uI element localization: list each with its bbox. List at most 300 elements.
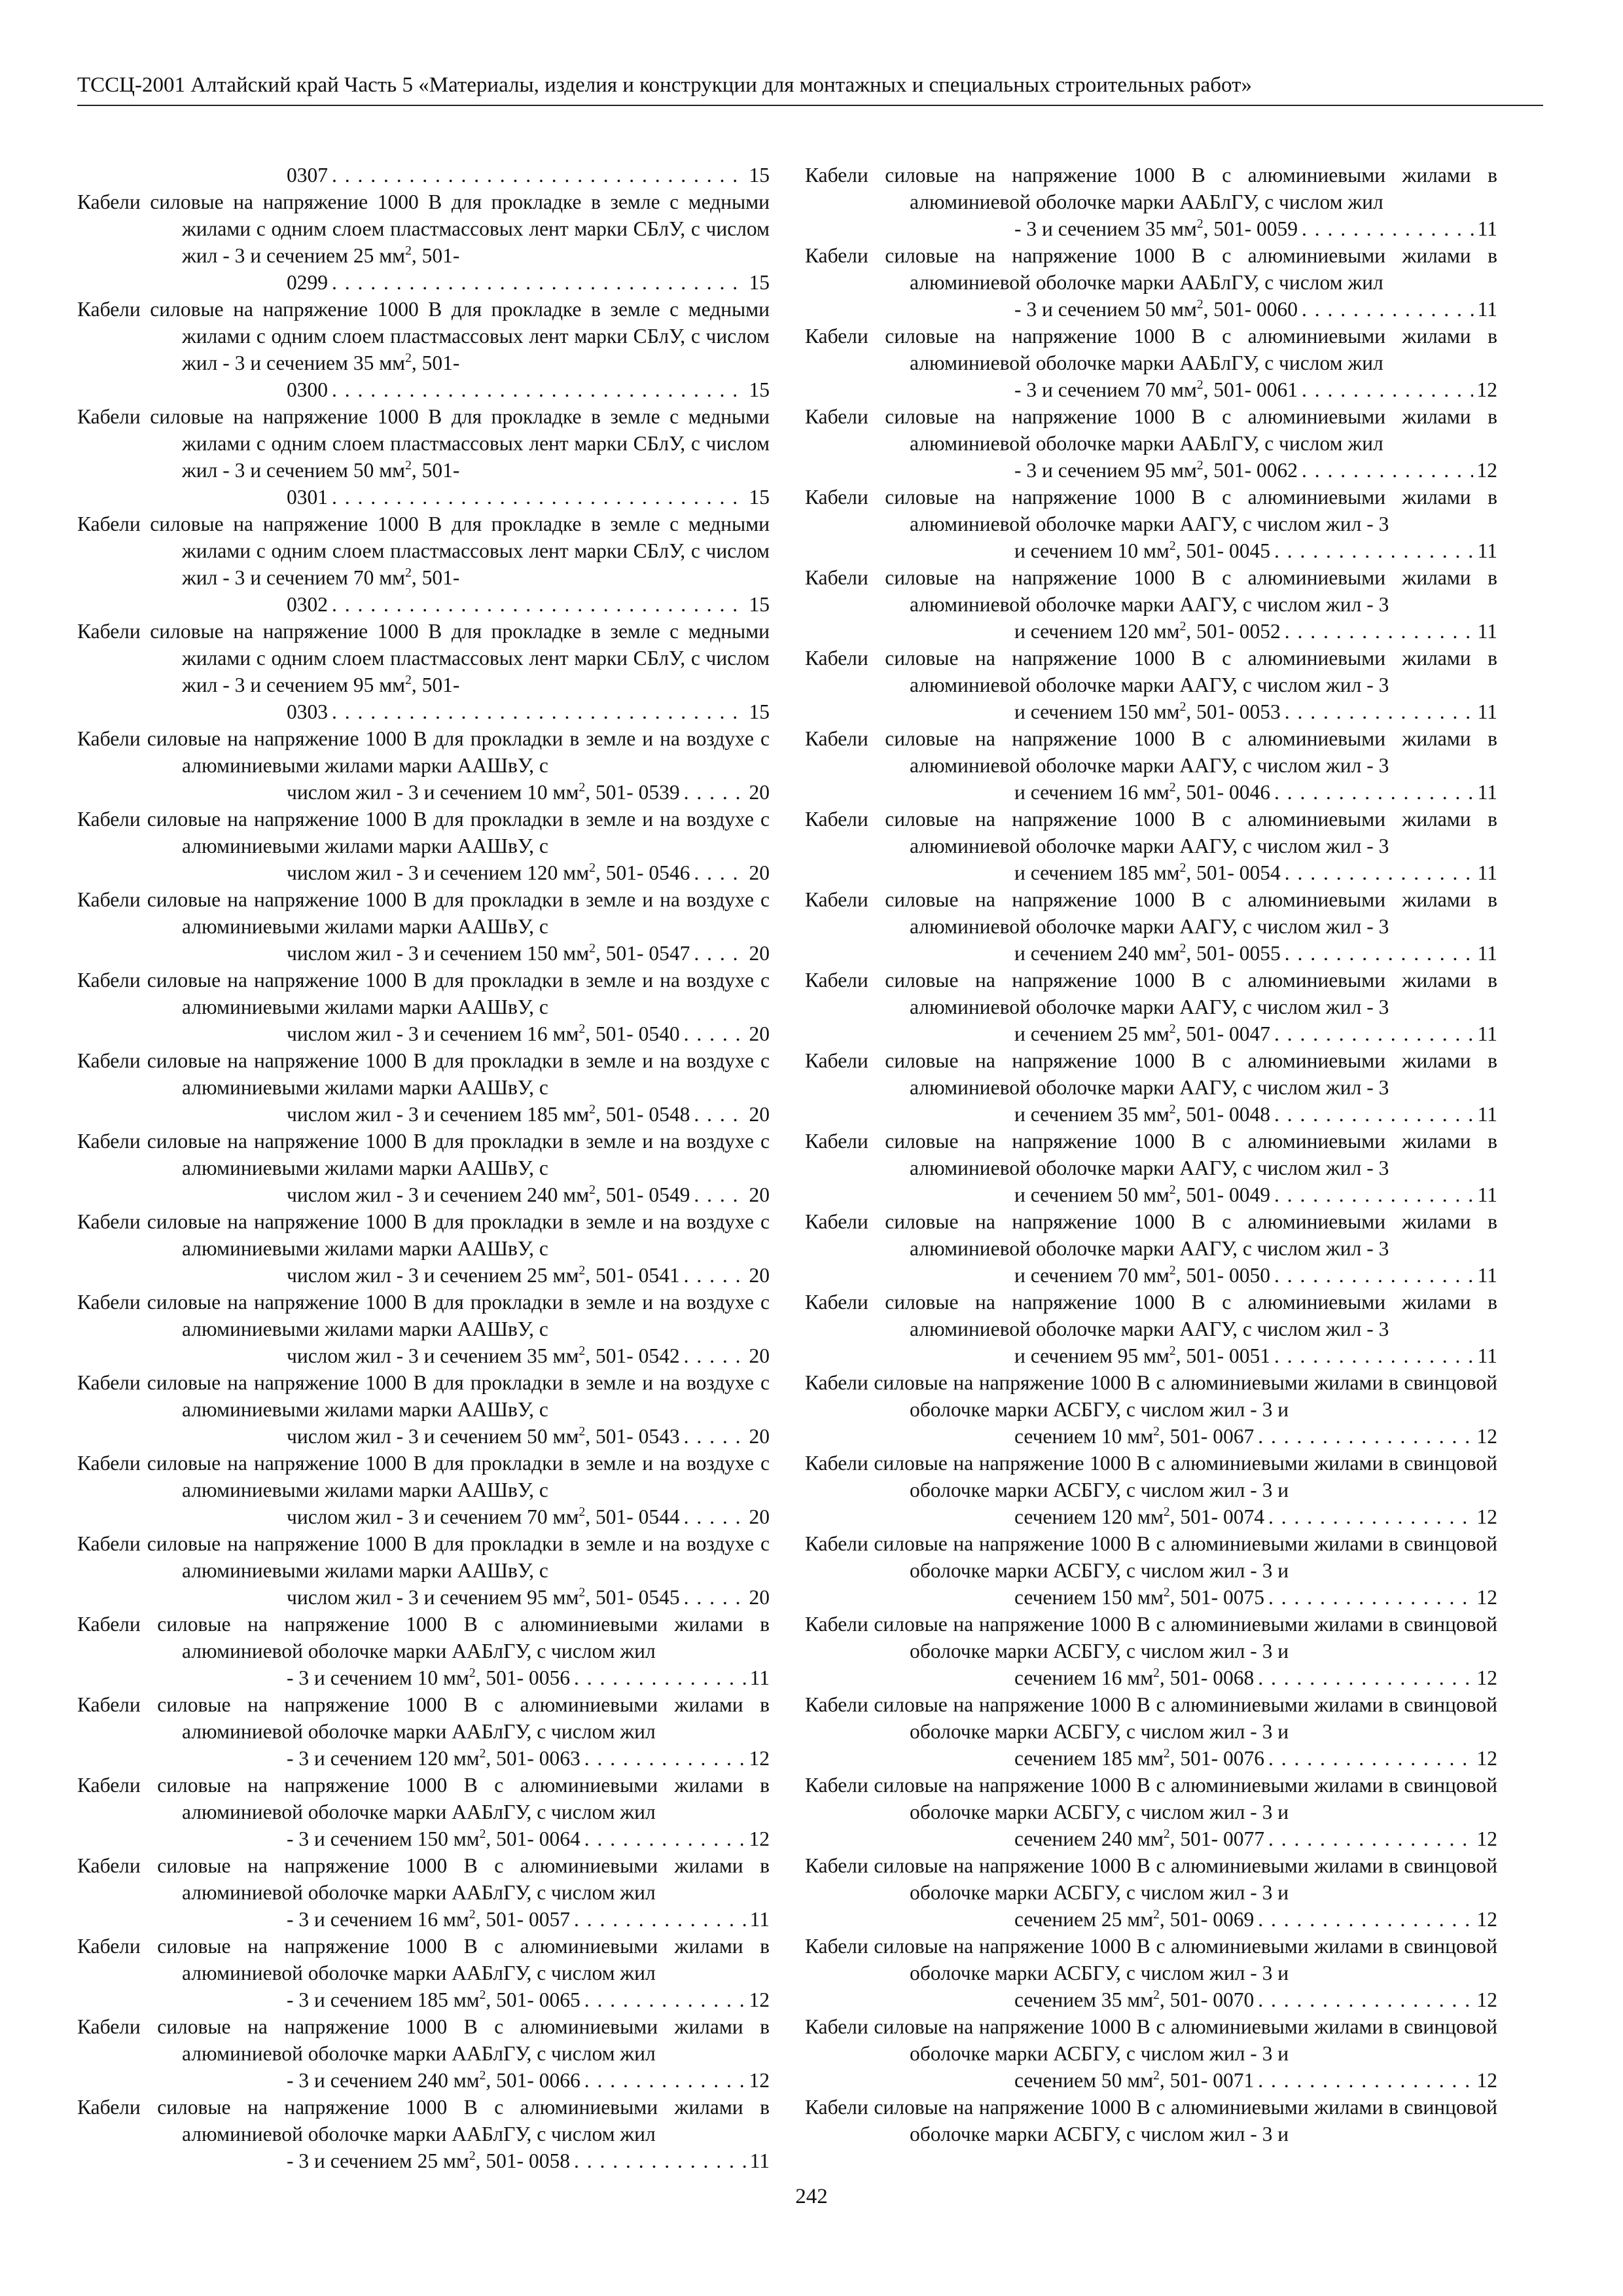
dot-leader: [1274, 1020, 1474, 1047]
index-entry: [805, 1611, 1497, 1691]
dot-leader: [1258, 1664, 1472, 1691]
entry-page-ref: 12: [1476, 459, 1497, 482]
entry-text: Кабели силовые на напряжение 1000 В с алюминиевыми жилами в алюминиевой оболочке марки ААБлГУ, с числом жил: [77, 2096, 770, 2145]
entry-text: Кабели силовые на напряжение 1000 В с алюминиевыми жилами в свинцовой оболочке марки АСБГУ, с числом жил - 3 и: [805, 2015, 1497, 2065]
entry-superscript: 2: [405, 458, 412, 473]
entry-code: сечением 10 $мм^2$, 501- 0067: [1014, 1424, 1255, 1448]
dot-leader: [332, 484, 745, 511]
entry-last-line: [182, 1906, 770, 1933]
entry-last-line: [182, 2147, 770, 2174]
entry-code: сечением 120 $мм^2$, 501- 0074: [1014, 1505, 1265, 1528]
index-entry: [805, 403, 1497, 484]
entry-text: Кабели силовые на напряжение 1000 В с алюминиевыми жилами в алюминиевой оболочке марки ААГУ, с числом жил - 3: [805, 969, 1497, 1018]
entry-text: Кабели силовые на напряжение 1000 В с алюминиевыми жилами в алюминиевой оболочке марки ААБлГУ, с числом жил: [77, 1613, 770, 1662]
entry-page-ref: 11: [1477, 1264, 1497, 1287]
dot-leader: [684, 1503, 745, 1530]
entry-text: Кабели силовые на напряжение 1000 В с алюминиевыми жилами в свинцовой оболочке марки АСБГУ, с числом жил - 3 и: [805, 1613, 1497, 1662]
index-entry: [805, 1289, 1497, 1369]
entry-page-ref: 11: [1477, 700, 1497, 723]
dot-leader: [332, 591, 745, 618]
index-entry: [805, 645, 1497, 725]
entry-last-line: [182, 269, 770, 296]
entry-code: - 3 и сечением 95 $мм^2$, 501- 0062: [1014, 458, 1298, 482]
entry-text: Кабели силовые на напряжение 1000 В с алюминиевыми жилами в алюминиевой оболочке марки ААБлГУ, с числом жил: [805, 244, 1497, 294]
dot-leader: [684, 1342, 745, 1369]
entry-text: Кабели силовые на напряжение 1000 В для прокладке в земле с медными жилами с одним слоем пластмассовых лент марки СБлУ, с числом жил - 3 и сечением 35 $мм^2$, 501-: [77, 298, 770, 374]
entry-last-line: [910, 2067, 1497, 2094]
entry-last-line: [182, 162, 770, 188]
dot-leader: [684, 1020, 745, 1047]
entry-page-ref: 11: [1477, 1103, 1497, 1126]
entry-code: - 3 и сечением 10 $мм^2$, 501- 0056: [287, 1666, 570, 1689]
entry-page-ref: 20: [749, 1344, 770, 1367]
entry-last-line: [910, 1825, 1497, 1852]
entry-page-ref: 20: [749, 861, 770, 884]
entry-text: Кабели силовые на напряжение 1000 В с алюминиевыми жилами в свинцовой оболочке марки АСБГУ, с числом жил - 3 и: [805, 1935, 1497, 1984]
dot-leader: [1268, 1745, 1472, 1772]
entry-text: Кабели силовые на напряжение 1000 В с алюминиевыми жилами в алюминиевой оболочке марки ААГУ, с числом жил - 3: [805, 888, 1497, 938]
index-entry: [805, 1772, 1497, 1852]
entry-last-line: [910, 1745, 1497, 1772]
entry-code: 0299: [287, 271, 328, 294]
entry-last-line: [910, 618, 1497, 645]
entry-page-ref: 15: [749, 486, 770, 509]
index-entry: [805, 1208, 1497, 1289]
entry-code: сечением 16 $мм^2$, 501- 0068: [1014, 1666, 1255, 1689]
entry-text: Кабели силовые на напряжение 1000 В для прокладки в земле и на воздухе с алюминиевыми жилами марки ААШвУ, с: [77, 1532, 770, 1582]
entry-last-line: [910, 1503, 1497, 1530]
entry-code: и сечением 120 $мм^2$, 501- 0052: [1014, 619, 1281, 643]
entry-code: и сечением 150 $мм^2$, 501- 0053: [1014, 700, 1281, 723]
dot-leader: [1274, 1101, 1474, 1128]
entry-page-ref: 11: [749, 1908, 770, 1931]
entry-text: Кабели силовые на напряжение 1000 В с алюминиевыми жилами в алюминиевой оболочке марки ААГУ, с числом жил - 3: [805, 647, 1497, 696]
entry-text: Кабели силовые на напряжение 1000 В с алюминиевыми жилами в алюминиевой оболочке марки ААБлГУ, с числом жил: [805, 405, 1497, 455]
entry-last-line: [910, 1262, 1497, 1289]
entry-text: Кабели силовые на напряжение 1000 В с алюминиевыми жилами в алюминиевой оболочке марки ААГУ, с числом жил - 3: [805, 1291, 1497, 1340]
entry-page-ref: 12: [749, 1988, 770, 2011]
index-entry: [77, 1852, 770, 1933]
entry-page-ref: 11: [749, 2149, 770, 2172]
entry-text-after: , 501-: [411, 566, 460, 589]
dot-leader: [1274, 1342, 1474, 1369]
entry-text: Кабели силовые на напряжение 1000 В для прокладке в земле с медными жилами с одним слоем пластмассовых лент марки СБлУ, с числом жил - 3 и сечением 95 $мм^2$, 501-: [77, 620, 770, 696]
entry-page-ref: 12: [1476, 1666, 1497, 1689]
entry-code: и сечением 95 $мм^2$, 501- 0051: [1014, 1344, 1271, 1367]
dot-leader: [1274, 1262, 1474, 1289]
entry-code: и сечением 16 $мм^2$, 501- 0046: [1014, 780, 1271, 804]
entry-text-after: , 501-: [411, 244, 460, 267]
entry-code: - 3 и сечением 70 $мм^2$, 501- 0061: [1014, 378, 1298, 401]
entry-last-line: [910, 698, 1497, 725]
index-entry: [77, 511, 770, 618]
entry-code: числом жил - 3 и сечением 35 $мм^2$, 501- 0542: [287, 1344, 680, 1367]
entry-code: числом жил - 3 и сечением 240 $мм^2$, 501- 0549: [287, 1183, 690, 1206]
entry-last-line: [910, 1664, 1497, 1691]
entry-code: числом жил - 3 и сечением 150 $мм^2$, 501- 0547: [287, 941, 690, 965]
entry-text: Кабели силовые на напряжение 1000 В с алюминиевыми жилами в алюминиевой оболочке марки ААГУ, с числом жил - 3: [805, 486, 1497, 535]
entry-text: Кабели силовые на напряжение 1000 В с алюминиевыми жилами в свинцовой оболочке марки АСБГУ, с числом жил - 3 и: [805, 1452, 1497, 1501]
index-entry: [77, 162, 770, 188]
entry-last-line: [182, 2067, 770, 2094]
entry-text: Кабели силовые на напряжение 1000 В с алюминиевыми жилами в алюминиевой оболочке марки ААБлГУ, с числом жил: [77, 1693, 770, 1743]
entry-code: 0300: [287, 378, 328, 401]
entry-text: Кабели силовые на напряжение 1000 В для прокладки в земле и на воздухе с алюминиевыми жилами марки ААШвУ, с: [77, 888, 770, 938]
entry-code: числом жил - 3 и сечением 50 $мм^2$, 501- 0543: [287, 1424, 680, 1448]
entry-last-line: [910, 779, 1497, 806]
entry-page-ref: 15: [749, 378, 770, 401]
entry-code: - 3 и сечением 25 $мм^2$, 501- 0058: [287, 2149, 570, 2172]
entry-text: Кабели силовые на напряжение 1000 В для прокладки в земле и на воздухе с алюминиевыми жилами марки ААШвУ, с: [77, 969, 770, 1018]
dot-leader: [1258, 2067, 1472, 2094]
entry-code: и сечением 50 $мм^2$, 501- 0049: [1014, 1183, 1271, 1206]
entry-code: числом жил - 3 и сечением 70 $мм^2$, 501- 0544: [287, 1505, 680, 1528]
dot-leader: [1302, 457, 1473, 484]
entry-page-ref: 20: [749, 1264, 770, 1287]
index-entry: [77, 1369, 770, 1450]
entry-last-line: [182, 1181, 770, 1208]
index-entry: [77, 403, 770, 511]
index-entry: [805, 564, 1497, 645]
entry-text: Кабели силовые на напряжение 1000 В для прокладки в земле и на воздухе с алюминиевыми жилами марки ААШвУ, с: [77, 1210, 770, 1260]
index-entry: [77, 1128, 770, 1208]
entry-superscript: 2: [405, 565, 412, 580]
dot-leader: [332, 698, 745, 725]
index-entry: [805, 2013, 1497, 2094]
index-entry: [77, 1772, 770, 1852]
index-entry: [77, 967, 770, 1047]
entry-text: Кабели силовые на напряжение 1000 В с алюминиевыми жилами в алюминиевой оболочке марки ААБлГУ, с числом жил: [77, 1854, 770, 1904]
entry-last-line: [910, 376, 1497, 403]
index-entry: [805, 1369, 1497, 1450]
dot-leader: [1285, 618, 1474, 645]
dot-leader: [584, 2067, 745, 2094]
entry-page-ref: 20: [749, 781, 770, 804]
entry-page-ref: 12: [1476, 1827, 1497, 1850]
index-entry: [77, 806, 770, 886]
entry-page-ref: 12: [1476, 378, 1497, 401]
entry-page-ref: 20: [749, 942, 770, 965]
entry-code: сечением 25 $мм^2$, 501- 0069: [1014, 1907, 1255, 1931]
entry-page-ref: 12: [1476, 1988, 1497, 2011]
entry-text-after: , 501-: [411, 351, 460, 374]
entry-last-line: [182, 1584, 770, 1611]
dot-leader: [1258, 1986, 1472, 2013]
entry-superscript: 2: [405, 673, 412, 687]
entry-page-ref: 11: [1477, 620, 1497, 643]
dot-leader: [1268, 1825, 1472, 1852]
entry-last-line: [910, 537, 1497, 564]
entry-code: сечением 240 $мм^2$, 501- 0077: [1014, 1827, 1265, 1850]
index-entry: [805, 323, 1497, 403]
entry-page-ref: 11: [749, 1666, 770, 1689]
entry-last-line: [910, 859, 1497, 886]
index-entry: [77, 1047, 770, 1128]
entry-page-ref: 11: [1477, 942, 1497, 965]
entry-code: сечением 150 $мм^2$, 501- 0075: [1014, 1585, 1265, 1609]
index-entry: [77, 618, 770, 725]
entry-last-line: [910, 1342, 1497, 1369]
entry-page-ref: 12: [1476, 1747, 1497, 1770]
entry-page-ref: 12: [749, 1747, 770, 1770]
dot-leader: [574, 1906, 746, 1933]
entry-last-line: [910, 1101, 1497, 1128]
entry-code: числом жил - 3 и сечением 25 $мм^2$, 501- 0541: [287, 1263, 680, 1287]
index-entry: [77, 725, 770, 806]
dot-leader: [1285, 698, 1474, 725]
entry-last-line: [910, 1584, 1497, 1611]
entry-text: Кабели силовые на напряжение 1000 В с алюминиевыми жилами в алюминиевой оболочке марки ААГУ, с числом жил - 3: [805, 1049, 1497, 1099]
entry-last-line: [910, 940, 1497, 967]
entry-last-line: [182, 1745, 770, 1772]
dot-leader: [694, 859, 745, 886]
entry-superscript: 2: [405, 243, 412, 258]
entry-last-line: [910, 215, 1497, 242]
index-entry: [77, 1289, 770, 1369]
entry-code: 0303: [287, 700, 328, 723]
dot-leader: [1268, 1584, 1472, 1611]
entry-text-after: , 501-: [411, 459, 460, 482]
entry-page-ref: 11: [1477, 781, 1497, 804]
entry-text: Кабели силовые на напряжение 1000 В с алюминиевыми жилами в алюминиевой оболочке марки ААГУ, с числом жил - 3: [805, 566, 1497, 616]
dot-leader: [694, 940, 745, 967]
entry-last-line: [182, 1101, 770, 1128]
entry-text: Кабели силовые на напряжение 1000 В с алюминиевыми жилами в алюминиевой оболочке марки ААБлГУ, с числом жил: [77, 2015, 770, 2065]
entry-page-ref: 11: [1477, 861, 1497, 884]
entry-text: Кабели силовые на напряжение 1000 В с алюминиевыми жилами в алюминиевой оболочке марки ААГУ, с числом жил - 3: [805, 1130, 1497, 1179]
dot-leader: [1258, 1423, 1472, 1450]
dot-leader: [1285, 859, 1474, 886]
entry-last-line: [182, 1020, 770, 1047]
entry-text: Кабели силовые на напряжение 1000 В с алюминиевыми жилами в свинцовой оболочке марки АСБГУ, с числом жил - 3 и: [805, 1774, 1497, 1823]
index-entry: [805, 806, 1497, 886]
entry-page-ref: 11: [1477, 1344, 1497, 1367]
dot-leader: [694, 1101, 745, 1128]
entry-code: сечением 35 $мм^2$, 501- 0070: [1014, 1988, 1255, 2011]
entry-last-line: [182, 1825, 770, 1852]
entry-text: Кабели силовые на напряжение 1000 В с алюминиевыми жилами в алюминиевой оболочке марки ААБлГУ, с числом жил: [805, 164, 1497, 213]
entry-page-ref: 11: [1477, 217, 1497, 240]
entry-page-ref: 15: [749, 593, 770, 616]
entry-last-line: [182, 940, 770, 967]
entry-page-ref: 15: [749, 700, 770, 723]
index-entry: [77, 1933, 770, 2013]
dot-leader: [1285, 940, 1474, 967]
entry-text: Кабели силовые на напряжение 1000 В с алюминиевыми жилами в алюминиевой оболочке марки ААБлГУ, с числом жил: [77, 1935, 770, 1984]
entry-last-line: [910, 1986, 1497, 2013]
entry-text: Кабели силовые на напряжение 1000 В для прокладке в земле с медными жилами с одним слоем пластмассовых лент марки СБлУ, с числом жил - 3 и сечением 70 $мм^2$, 501-: [77, 512, 770, 589]
entry-text: Кабели силовые на напряжение 1000 В для прокладке в земле с медными жилами с одним слоем пластмассовых лент марки СБлУ, с числом жил - 3 и сечением 25 $мм^2$, 501-: [77, 190, 770, 267]
dot-leader: [574, 2147, 746, 2174]
entry-page-ref: 11: [1477, 298, 1497, 321]
entry-code: - 3 и сечением 150 $мм^2$, 501- 0064: [287, 1827, 580, 1850]
index-entry: [805, 1128, 1497, 1208]
entry-last-line: [182, 859, 770, 886]
entry-last-line: [910, 457, 1497, 484]
entry-last-line: [182, 484, 770, 511]
index-entry: [805, 242, 1497, 323]
entry-code: сечением 185 $мм^2$, 501- 0076: [1014, 1746, 1265, 1770]
entry-page-ref: 12: [1476, 1505, 1497, 1528]
entry-text: Кабели силовые на напряжение 1000 В для прокладки в земле и на воздухе с алюминиевыми жилами марки ААШвУ, с: [77, 727, 770, 777]
index-entry: [805, 1691, 1497, 1772]
entry-code: 0301: [287, 486, 328, 509]
entry-last-line: [910, 1906, 1497, 1933]
dot-leader: [1274, 779, 1474, 806]
entry-text-after: , 501-: [411, 673, 460, 696]
entry-text: Кабели силовые на напряжение 1000 В с алюминиевыми жилами в алюминиевой оболочке марки ААБлГУ, с числом жил: [805, 325, 1497, 374]
entry-page-ref: 12: [749, 2069, 770, 2092]
index-entry: [805, 1047, 1497, 1128]
dot-leader: [332, 269, 745, 296]
entry-code: и сечением 70 $мм^2$, 501- 0050: [1014, 1263, 1271, 1287]
entry-code: числом жил - 3 и сечением 95 $мм^2$, 501- 0545: [287, 1585, 680, 1609]
index-entry: [77, 1450, 770, 1530]
entry-page-ref: 20: [749, 1022, 770, 1045]
index-column-right: [805, 162, 1497, 2147]
entry-text: Кабели силовые на напряжение 1000 В с алюминиевыми жилами в свинцовой оболочке марки АСБГУ, с числом жил - 3 и: [805, 1693, 1497, 1743]
dot-leader: [1258, 1906, 1472, 1933]
index-entry: [805, 162, 1497, 242]
entry-page-ref: 20: [749, 1505, 770, 1528]
entry-last-line: [910, 1423, 1497, 1450]
entry-text: Кабели силовые на напряжение 1000 В с алюминиевыми жилами в алюминиевой оболочке марки ААБлГУ, с числом жил: [77, 1774, 770, 1823]
index-entry: [77, 2013, 770, 2094]
entry-last-line: [182, 376, 770, 403]
entry-code: - 3 и сечением 35 $мм^2$, 501- 0059: [1014, 217, 1298, 240]
entry-text: Кабели силовые на напряжение 1000 В для прокладки в земле и на воздухе с алюминиевыми жилами марки ААШвУ, с: [77, 1291, 770, 1340]
dot-leader: [684, 1584, 745, 1611]
dot-leader: [584, 1825, 745, 1852]
index-entry: [805, 1450, 1497, 1530]
entry-last-line: [182, 1342, 770, 1369]
entry-page-ref: 20: [749, 1103, 770, 1126]
dot-leader: [1302, 215, 1474, 242]
dot-leader: [684, 779, 745, 806]
entry-code: - 3 и сечением 240 $мм^2$, 501- 0066: [287, 2068, 580, 2092]
entry-text: Кабели силовые на напряжение 1000 В с алюминиевыми жилами в алюминиевой оболочке марки ААГУ, с числом жил - 3: [805, 808, 1497, 857]
entry-code: и сечением 35 $мм^2$, 501- 0048: [1014, 1102, 1271, 1126]
entry-code: и сечением 10 $мм^2$, 501- 0045: [1014, 539, 1271, 562]
entry-page-ref: 20: [749, 1183, 770, 1206]
entry-last-line: [910, 1181, 1497, 1208]
dot-leader: [584, 1986, 745, 2013]
dot-leader: [1302, 376, 1473, 403]
entry-text: Кабели силовые на напряжение 1000 В для прокладки в земле и на воздухе с алюминиевыми жилами марки ААШвУ, с: [77, 1371, 770, 1421]
entry-text: Кабели силовые на напряжение 1000 В для прокладке в земле с медными жилами с одним слоем пластмассовых лент марки СБлУ, с числом жил - 3 и сечением 50 $мм^2$, 501-: [77, 405, 770, 482]
dot-leader: [332, 162, 745, 188]
index-entry: [77, 1611, 770, 1691]
entry-text: Кабели силовые на напряжение 1000 В для прокладки в земле и на воздухе с алюминиевыми жилами марки ААШвУ, с: [77, 1130, 770, 1179]
entry-last-line: [910, 296, 1497, 323]
entry-superscript: 2: [405, 351, 412, 365]
entry-code: 0302: [287, 593, 328, 616]
dot-leader: [684, 1423, 745, 1450]
index-entry: [805, 886, 1497, 967]
index-entry: [805, 967, 1497, 1047]
entry-last-line: [182, 1986, 770, 2013]
entry-last-line: [182, 1423, 770, 1450]
entry-page-ref: 15: [749, 164, 770, 187]
entry-last-line: [182, 698, 770, 725]
entry-page-ref: 11: [1477, 1022, 1497, 1045]
dot-leader: [574, 1664, 746, 1691]
dot-leader: [584, 1745, 745, 1772]
entry-last-line: [182, 1664, 770, 1691]
index-column-left: [77, 162, 770, 2174]
entry-last-line: [182, 591, 770, 618]
entry-code: числом жил - 3 и сечением 120 $мм^2$, 501- 0546: [287, 861, 690, 884]
entry-code: числом жил - 3 и сечением 185 $мм^2$, 501- 0548: [287, 1102, 690, 1126]
index-entry: [805, 1530, 1497, 1611]
entry-last-line: [182, 1503, 770, 1530]
index-entry: [805, 1933, 1497, 2013]
dot-leader: [694, 1181, 745, 1208]
entry-page-ref: 15: [749, 271, 770, 294]
index-entry: [77, 188, 770, 296]
entry-code: сечением 50 $мм^2$, 501- 0071: [1014, 2068, 1255, 2092]
entry-text: Кабели силовые на напряжение 1000 В для прокладки в земле и на воздухе с алюминиевыми жилами марки ААШвУ, с: [77, 1452, 770, 1501]
entry-code: числом жил - 3 и сечением 10 $мм^2$, 501- 0539: [287, 780, 680, 804]
index-entry: [805, 484, 1497, 564]
dot-leader: [332, 376, 745, 403]
entry-page-ref: 20: [749, 1586, 770, 1609]
entry-last-line: [910, 1020, 1497, 1047]
entry-last-line: [182, 779, 770, 806]
entry-page-ref: 20: [749, 1425, 770, 1448]
index-entry: [77, 1691, 770, 1772]
entry-text: Кабели силовые на напряжение 1000 В с алюминиевыми жилами в свинцовой оболочке марки АСБГУ, с числом жил - 3 и: [805, 2096, 1497, 2145]
entry-code: - 3 и сечением 120 $мм^2$, 501- 0063: [287, 1746, 580, 1770]
entry-code: 0307: [287, 164, 328, 187]
page-number: 242: [795, 2185, 828, 2208]
index-entry: [805, 2094, 1497, 2147]
entry-text: Кабели силовые на напряжение 1000 В с алюминиевыми жилами в свинцовой оболочке марки АСБГУ, с числом жил - 3 и: [805, 1371, 1497, 1421]
dot-leader: [684, 1262, 745, 1289]
entry-text: Кабели силовые на напряжение 1000 В для прокладки в земле и на воздухе с алюминиевыми жилами марки ААШвУ, с: [77, 1049, 770, 1099]
entry-page-ref: 12: [1476, 1908, 1497, 1931]
index-entry: [805, 725, 1497, 806]
index-entry: [77, 296, 770, 403]
entry-text: Кабели силовые на напряжение 1000 В для прокладки в земле и на воздухе с алюминиевыми жилами марки ААШвУ, с: [77, 808, 770, 857]
entry-page-ref: 12: [749, 1827, 770, 1850]
entry-code: числом жил - 3 и сечением 16 $мм^2$, 501- 0540: [287, 1022, 680, 1045]
dot-leader: [1268, 1503, 1472, 1530]
index-entry: [77, 1530, 770, 1611]
entry-text: Кабели силовые на напряжение 1000 В с алюминиевыми жилами в алюминиевой оболочке марки ААГУ, с числом жил - 3: [805, 727, 1497, 777]
index-entry: [77, 1208, 770, 1289]
index-entry: [805, 1852, 1497, 1933]
dot-leader: [1274, 1181, 1474, 1208]
entry-code: - 3 и сечением 16 $мм^2$, 501- 0057: [287, 1907, 570, 1931]
entry-page-ref: 12: [1476, 1425, 1497, 1448]
entry-last-line: [182, 1262, 770, 1289]
index-entry: [77, 886, 770, 967]
entry-code: и сечением 240 $мм^2$, 501- 0055: [1014, 941, 1281, 965]
entry-page-ref: 11: [1477, 539, 1497, 562]
entry-text: Кабели силовые на напряжение 1000 В с алюминиевыми жилами в свинцовой оболочке марки АСБГУ, с числом жил - 3 и: [805, 1532, 1497, 1582]
entry-page-ref: 12: [1476, 1586, 1497, 1609]
dot-leader: [1302, 296, 1474, 323]
entry-code: - 3 и сечением 185 $мм^2$, 501- 0065: [287, 1988, 580, 2011]
running-header: ТССЦ-2001 Алтайский край Часть 5 «Материалы, изделия и конструкции для монтажных и специальных строительных работ»: [77, 73, 1253, 97]
entry-code: и сечением 25 $мм^2$, 501- 0047: [1014, 1022, 1271, 1045]
entry-code: и сечением 185 $мм^2$, 501- 0054: [1014, 861, 1281, 884]
entry-code: - 3 и сечением 50 $мм^2$, 501- 0060: [1014, 297, 1298, 321]
dot-leader: [1274, 537, 1474, 564]
entry-text: Кабели силовые на напряжение 1000 В с алюминиевыми жилами в свинцовой оболочке марки АСБГУ, с числом жил - 3 и: [805, 1854, 1497, 1904]
entry-page-ref: 11: [1477, 1183, 1497, 1206]
